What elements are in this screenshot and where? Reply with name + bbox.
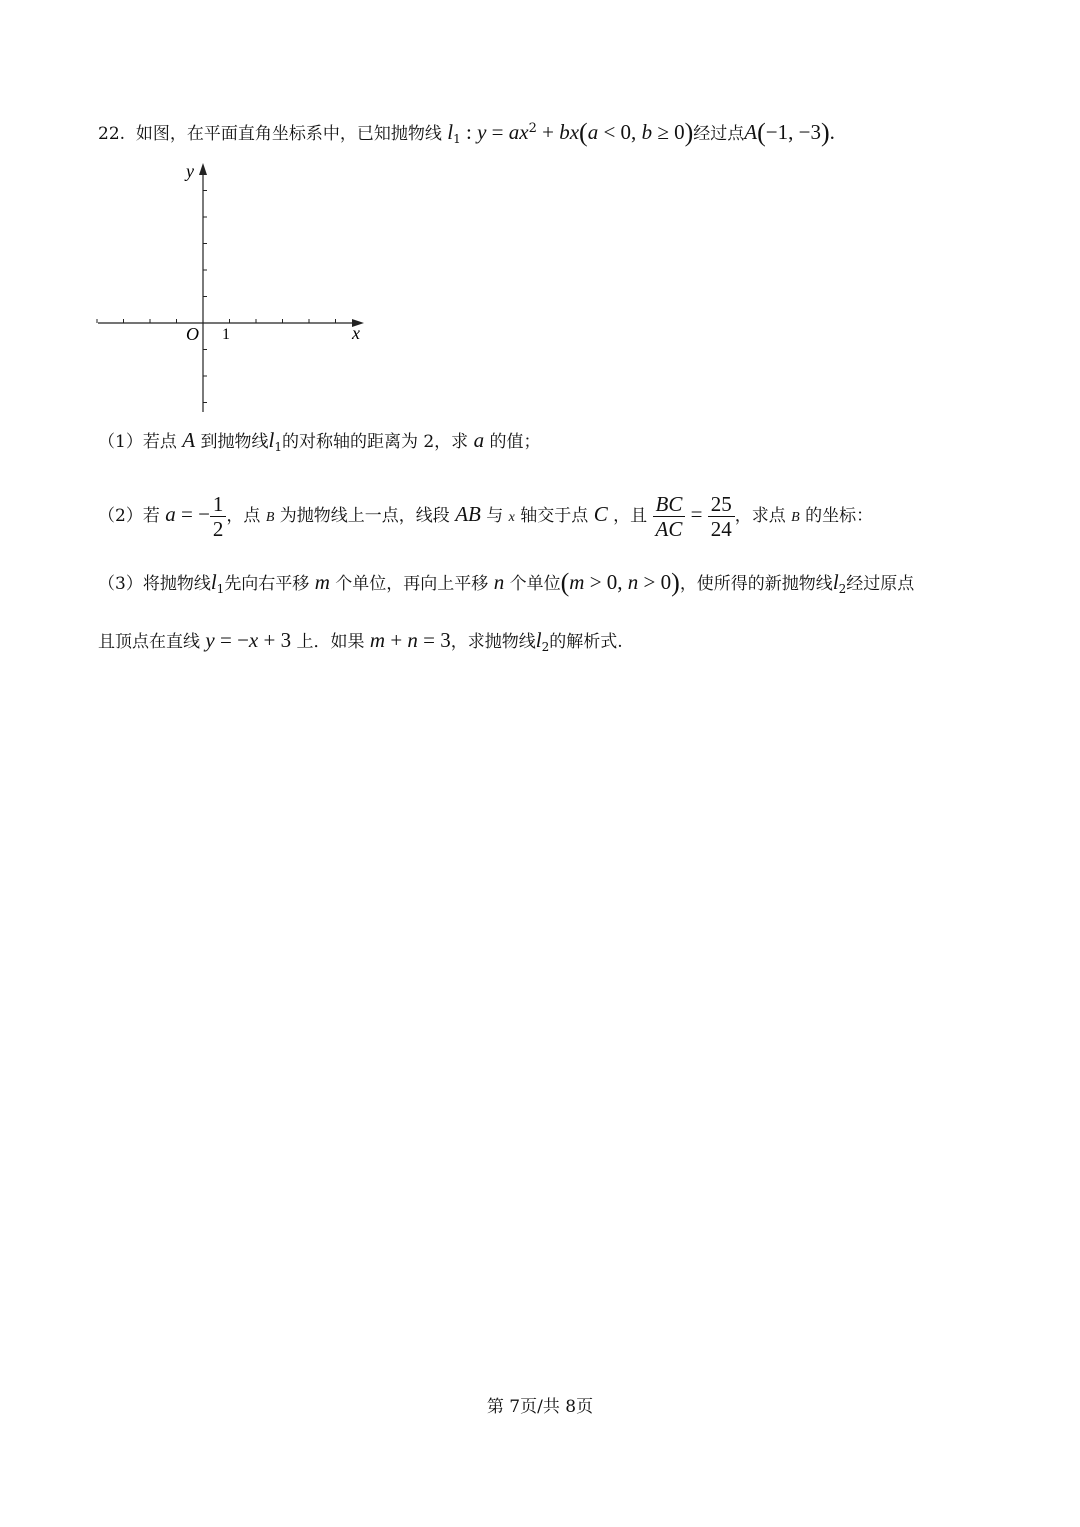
coordinate-axes-figure (90, 155, 380, 417)
part-2 (98, 486, 873, 546)
parabola-l1: l (210, 570, 217, 594)
parabola-subscript: 1 (453, 132, 461, 146)
equals-minus: = − (175, 502, 210, 526)
part-1-text-2: 的对称轴的距离为 2，求 (281, 432, 469, 452)
cond-n: n (627, 570, 639, 594)
cond-end: ≥ 0 (652, 120, 685, 144)
part-3-line-2-text-4: 的解析式. (549, 632, 623, 652)
part-2-text-4: 轴交于点 (520, 506, 589, 526)
part-3-text-2: 个单位，再向上平移 (335, 574, 489, 594)
sum-n: n (407, 628, 418, 652)
y-axis-arrow (199, 163, 207, 175)
part-1-text-1: 到抛物线 (200, 432, 269, 452)
part-2-text-2: 为抛物线上一点，线段 (279, 506, 450, 526)
line-equals: = − (214, 628, 249, 652)
part-1-text-3: 的值； (489, 432, 541, 452)
part-3-line-1 (98, 567, 914, 604)
ratio-value (708, 492, 735, 541)
unit-label: 1 (222, 326, 230, 343)
parabola-name: l (447, 120, 454, 144)
point-a-coords: −1, −3 (765, 120, 821, 144)
point-a: A (182, 428, 196, 452)
fraction-denominator: 2 (212, 517, 224, 541)
part-2-text-1: ，点 (226, 506, 261, 526)
fraction-numerator: 1 (210, 492, 227, 517)
sum-plus: + (385, 628, 408, 652)
part-2-text-5: ，且 (613, 506, 648, 526)
equals: = (486, 120, 509, 144)
var-x: x (519, 120, 529, 144)
part-2-prefix: （2）若 (98, 506, 160, 526)
paren-open-2: ( (757, 118, 766, 147)
point-b-2: B (791, 510, 800, 525)
parabola-l1: l (268, 428, 275, 452)
line-var-x: x (248, 628, 259, 652)
part-3-text-3: 个单位 (509, 574, 561, 594)
page-footer: 第 7页/共 8页 (486, 1397, 594, 1417)
x-axis-label: x (352, 323, 360, 343)
fraction-one-half (210, 492, 227, 541)
parabola-l2-b-subscript: 2 (541, 640, 550, 654)
cond-end: > 0 (638, 570, 672, 594)
segment-ab: AB (455, 502, 481, 526)
ratio-value-numerator: 25 (708, 492, 735, 517)
parabola-l1-subscript: 1 (216, 582, 225, 596)
var-m: m (314, 570, 330, 594)
part-3-text-4: ，使所得的新抛物线 (679, 574, 833, 594)
var-a: a (473, 428, 485, 452)
ratio-bc-ac (653, 492, 686, 541)
point-b: B (265, 510, 275, 525)
cond-m: m (569, 570, 585, 594)
part-3-text-1: 先向右平移 (224, 574, 310, 594)
part-3-prefix: （3）将抛物线 (98, 574, 211, 594)
part-3-line-2 (98, 625, 623, 662)
colon: : (460, 120, 478, 144)
paren-open: ( (560, 568, 570, 597)
problem-statement (98, 114, 835, 154)
part-2-text-7: 的坐标： (805, 506, 874, 526)
parabola-l2: l (832, 570, 839, 594)
y-axis-label: y (186, 161, 194, 181)
term-bx: bx (559, 120, 580, 144)
period: . (829, 120, 835, 144)
problem-number: 22. (98, 124, 126, 144)
ratio-denominator: AC (655, 517, 683, 541)
paren-open: ( (579, 118, 588, 147)
part-1 (98, 425, 541, 462)
ratio-equals: = (685, 502, 708, 526)
var-a: a (508, 120, 520, 144)
plus: + (536, 120, 560, 144)
part-3-line-2-text-3: ，求抛物线 (450, 632, 536, 652)
point-c: C (593, 502, 608, 526)
ratio-value-denominator: 24 (710, 517, 732, 541)
cond-mid: > 0, (584, 570, 628, 594)
parabola-l1-subscript: 1 (274, 440, 282, 454)
origin-label: O (186, 324, 199, 344)
sum-m: m (369, 628, 386, 652)
paren-close-2: ) (820, 118, 830, 147)
var-a: a (165, 502, 176, 526)
part-3-line-2-text-2: 上．如果 (296, 632, 365, 652)
ratio-numerator: BC (653, 492, 686, 517)
part-2-text-6: ，求点 (734, 506, 786, 526)
point-a-label: A (744, 120, 758, 144)
var-n: n (493, 570, 505, 594)
cond-b: b (641, 120, 653, 144)
part-3-line-2-text-1: 且顶点在直线 (98, 632, 200, 652)
line-var-y: y (205, 628, 215, 652)
sum-equals: = 3 (417, 628, 451, 652)
paren-close: ) (684, 118, 694, 147)
exponent: 2 (528, 121, 537, 136)
paren-close: ) (671, 568, 680, 597)
line-rest: + 3 (258, 628, 292, 652)
part-2-text-3: 与 (486, 506, 504, 526)
var-y: y (477, 120, 487, 144)
cond-a: a (587, 120, 599, 144)
parabola-l2-subscript: 2 (838, 582, 847, 596)
var-x: x (508, 510, 515, 525)
part-1-prefix: （1）若点 (98, 432, 177, 452)
parabola-l2-b: l (535, 628, 542, 652)
problem-intro-text: 如图，在平面直角坐标系中，已知抛物线 (135, 124, 442, 144)
cond-mid: < 0, (598, 120, 642, 144)
problem-intro-text-2: 经过点 (693, 124, 745, 144)
part-3-text-5: 经过原点 (846, 574, 915, 594)
axis-ticks (97, 191, 336, 403)
